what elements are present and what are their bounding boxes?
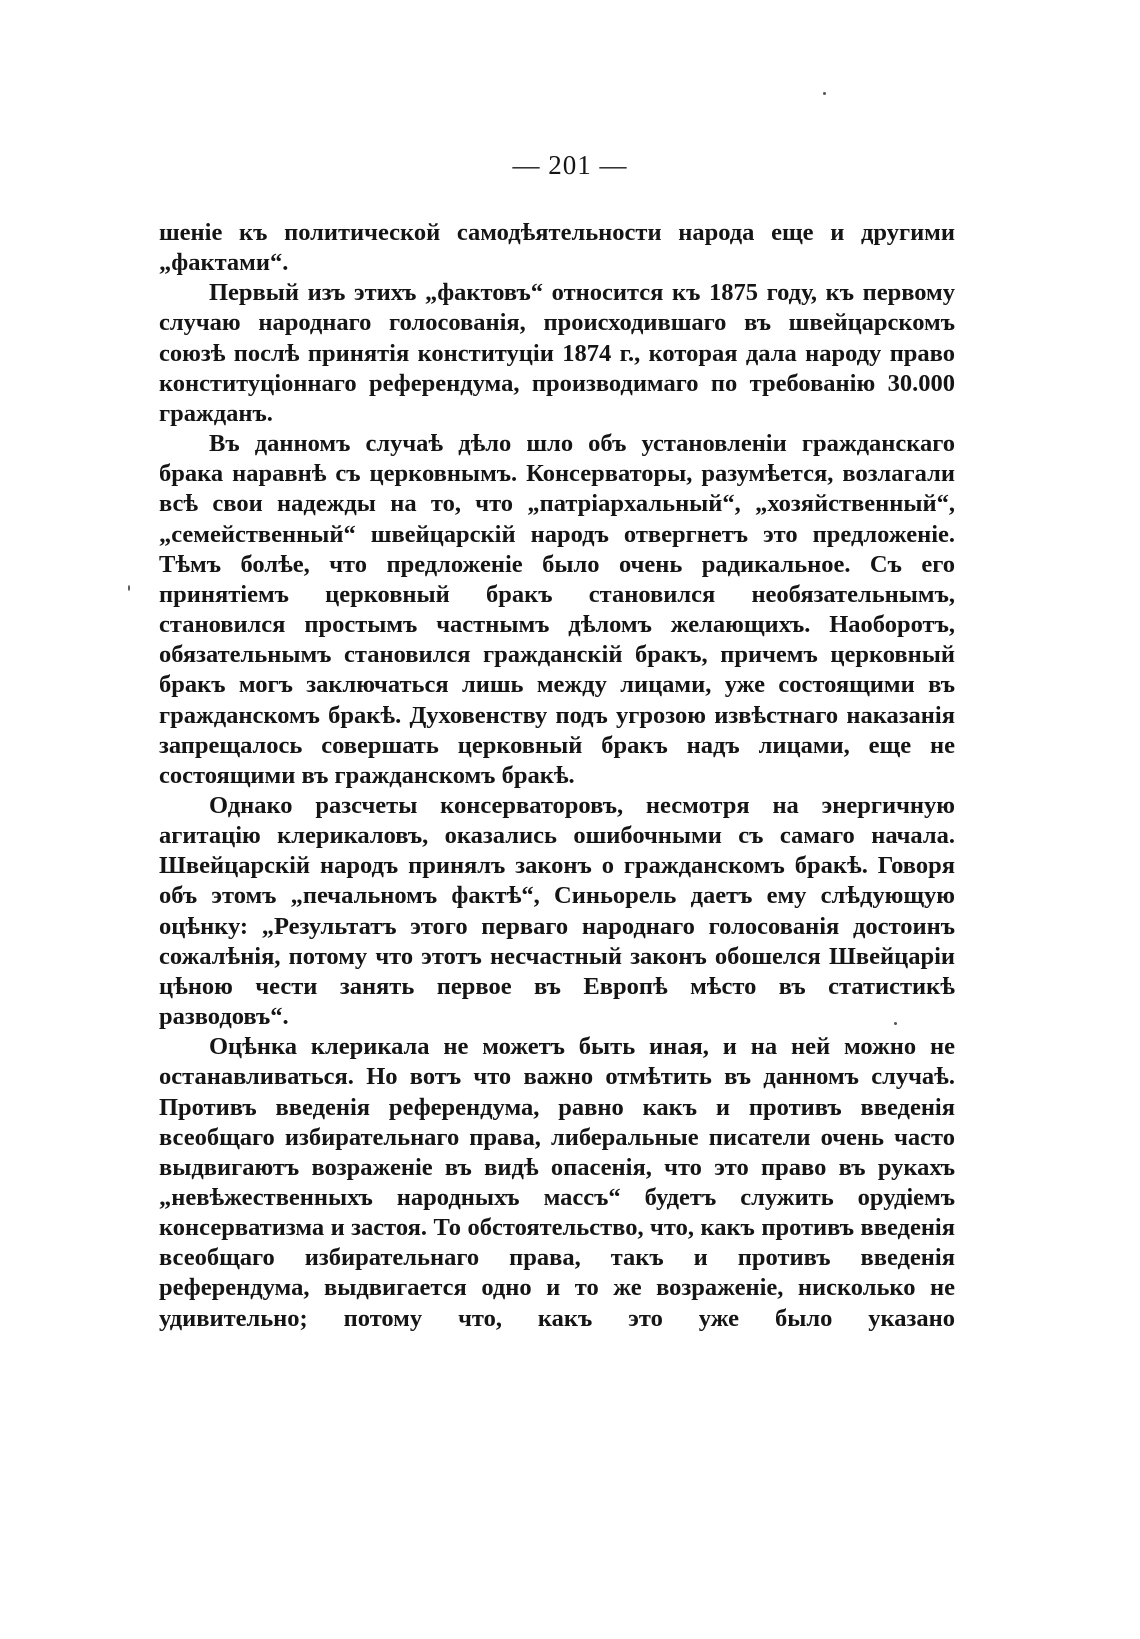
paragraph-continuation: шеніе къ политической самодѣятельности народа еще и другими „фактами“. xyxy=(159,219,955,277)
page-number: — 201 — xyxy=(512,150,628,180)
paragraph-conservatives-miscalculation: Однако разсчеты консерваторовъ, несмотря на энергичную агитацію клерикаловъ, оказались ошибочными съ самаго начала. Швейцарскій народъ принялъ законъ о гражданскомъ бракѣ. Говоря объ этомъ „печальномъ фактѣ“, Синьорель даетъ ему слѣдующую оцѣнку: „Результатъ этого перваго народнаго голосованія достоинъ сожалѣнія, потому что этотъ несчастный законъ обошелся Швейцаріи цѣною чести занять первое въ Европѣ мѣсто въ статистикѣ разводовъ“. xyxy=(159,791,955,1031)
body-text xyxy=(159,218,955,1334)
scan-speck xyxy=(823,92,826,95)
paragraph-first-fact: Первый изъ этихъ „фактовъ“ относится къ 1875 году, къ первому случаю народнаго голосованія, происходившаго въ швейцарскомъ союзѣ послѣ принятія конституціи 1874 г., которая дала народу право конституціоннаго референдума, производимаго по требованію 30.000 гражданъ. xyxy=(159,279,955,427)
scan-speck xyxy=(128,585,130,591)
paragraph-civil-marriage: Въ данномъ случаѣ дѣло шло объ установленіи гражданскаго брака наравнѣ съ церковнымъ. Консерваторы, разумѣется, возлагали всѣ свои надежды на то, что „патріархальный“, „хозяйственный“, „семейственный“ швейцарскій народъ отвергнетъ это предложеніе. Тѣмъ болѣе, что предложеніе было очень радикальное. Съ его принятіемъ церковный бракъ становился необязательнымъ, становился простымъ частнымъ дѣломъ желающихъ. Наоборотъ, обязательнымъ становился гражданскій бракъ, причемъ церковный бракъ могъ заключаться лишь между лицами, уже состоящими въ гражданскомъ бракѣ. Духовенству подъ угрозою извѣстнаго наказанія запрещалось совершать церковный бракъ надъ лицами, еще не состоящими въ гражданскомъ бракѣ. xyxy=(159,430,955,789)
paragraph-referendum-objection: Оцѣнка клерикала не можетъ быть иная, и на ней можно не останавливаться. Но вотъ что важно отмѣтить въ данномъ случаѣ. Противъ введенія референдума, равно какъ и противъ введенія всеобщаго избирательнаго права, либеральные писатели очень часто выдвигаютъ возраженіе въ видѣ опасенія, что это право въ рукахъ „невѣжественныхъ народныхъ массъ“ будетъ служить орудіемъ консерватизма и застоя. То обстоятельство, что, какъ противъ введенія всеобщаго избирательнаго права, такъ и противъ введенія референдума, выдвигается одно и то же возраженіе, нисколько не удивительно; потому что, какъ это уже было указано xyxy=(159,1033,955,1332)
scan-speck xyxy=(894,1022,897,1025)
